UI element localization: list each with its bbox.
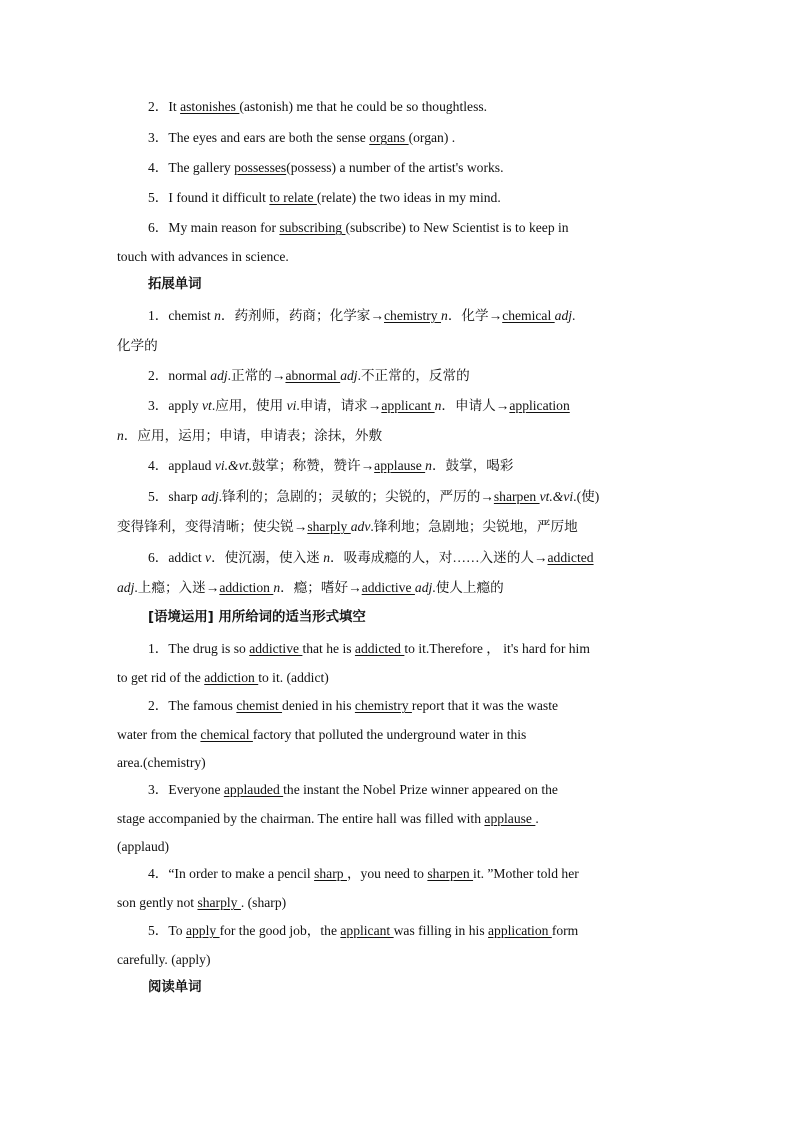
line-text: stage accompanied by the chairman. The entire hall was filled with bbox=[117, 811, 485, 826]
answer-blank: applauded bbox=[223, 782, 284, 797]
answer-blank: chemical bbox=[502, 308, 555, 323]
fill-item-2-line2 bbox=[117, 726, 677, 744]
answer-blank: subscribing bbox=[279, 220, 346, 235]
line-text: that he is bbox=[302, 641, 355, 656]
answer-blank: application bbox=[509, 398, 570, 413]
line-text: to get rid of the bbox=[117, 670, 205, 685]
exercise-item-3: 3．The eyes and ears are both the sense organs (organ) . bbox=[148, 130, 456, 145]
word-entry-applaud: 4．applaud vi.&vt.鼓掌；称赞，赞许→applause n．鼓掌，喝彩 bbox=[148, 458, 514, 473]
fill-item-5-line2 bbox=[117, 951, 677, 969]
answer-blank: addictive bbox=[361, 580, 415, 595]
line-text: area.(chemistry) bbox=[117, 755, 206, 770]
line-text: To bbox=[168, 923, 186, 938]
word-entry-apply: 3．apply vt.应用，使用 vi.申请，请求→applicant n．申请人→application bbox=[148, 398, 570, 413]
answer-blank: organs bbox=[369, 130, 409, 145]
line-text: (applaud) bbox=[117, 839, 170, 854]
fill-item-2-line3 bbox=[117, 754, 677, 772]
line-text: denied in his bbox=[282, 698, 355, 713]
fill-item-1-line1 bbox=[148, 640, 708, 658]
answer-blank: addicted bbox=[354, 641, 405, 656]
answer-blank: applause bbox=[484, 811, 536, 826]
line-text: the instant the Nobel Prize winner appeared on the bbox=[283, 782, 558, 797]
answer-blank: application bbox=[488, 923, 552, 938]
answer-blank: chemical bbox=[200, 727, 253, 742]
answer-blank: possesses bbox=[234, 160, 287, 175]
answer-blank: sharpen bbox=[427, 866, 474, 881]
answer-blank: astonishes bbox=[180, 99, 240, 114]
answer-blank: sharpen bbox=[493, 489, 540, 504]
answer-blank: abnormal bbox=[285, 368, 341, 383]
answer-blank: chemistry bbox=[384, 308, 442, 323]
line-text: The famous bbox=[168, 698, 237, 713]
line-text: it. ”Mother told her bbox=[473, 866, 579, 881]
answer-blank: apply bbox=[185, 923, 220, 938]
line-text: form bbox=[551, 923, 579, 938]
answer-blank: chemistry bbox=[354, 698, 412, 713]
item-number: 1． bbox=[148, 641, 169, 656]
exercise-item-4: 4．The gallery possesses(possess) a number of the artist's works. bbox=[148, 160, 504, 175]
answer-blank: to relate bbox=[269, 190, 317, 205]
line-text: The drug is so bbox=[168, 641, 250, 656]
word-entry-chemist-cont: 化学的 bbox=[117, 338, 158, 353]
line-text: water from the bbox=[117, 727, 201, 742]
item-number: 5． bbox=[148, 923, 169, 938]
word-entry-addict: 6．addict v．使沉溺，使入迷 n．吸毒成瘾的人，对……入迷的人→addicted bbox=[148, 550, 594, 565]
exercise-item-6-cont: touch with advances in science. bbox=[117, 249, 289, 264]
fill-item-4-line2 bbox=[117, 894, 677, 912]
section-heading-expand-words: 拓展单词 bbox=[148, 277, 202, 292]
line-text: report that it was the waste bbox=[411, 698, 559, 713]
item-number: 2． bbox=[148, 698, 169, 713]
line-text: ，you need to bbox=[346, 866, 428, 881]
word-entry-addict-cont: adj.上瘾；入迷→addiction n．瘾；嗜好→addictive adj.使人上瘾的 bbox=[117, 580, 504, 595]
word-entry-sharp: 5．sharp adj.锋利的；急剧的；灵敏的；尖锐的，严厉的→sharpen vt.&vi.(使) bbox=[148, 489, 600, 504]
line-text: for the good job，the bbox=[219, 923, 341, 938]
answer-blank: chemist bbox=[236, 698, 283, 713]
line-text: Everyone bbox=[168, 782, 224, 797]
answer-blank: applicant bbox=[340, 923, 394, 938]
section-heading-context-usage: [语境运用] 用所给词的适当形式填空 bbox=[148, 610, 366, 625]
exercise-item-6: 6．My main reason for subscribing (subscribe) to New Scientist is to keep in bbox=[148, 220, 569, 235]
answer-blank: addictive bbox=[249, 641, 303, 656]
line-text: factory that polluted the underground water in this bbox=[252, 727, 527, 742]
word-entry-normal: 2．normal adj.正常的→abnormal adj.不正常的，反常的 bbox=[148, 368, 470, 383]
answer-blank: applause bbox=[374, 458, 426, 473]
line-text: . bbox=[535, 811, 539, 826]
answer-blank: addiction bbox=[204, 670, 259, 685]
fill-item-2-line1 bbox=[148, 697, 708, 715]
item-number: 4． bbox=[148, 866, 169, 881]
word-entry-sharp-cont: 变得锋利，变得清晰；使尖锐→sharply adv.锋利地；急剧地；尖锐地，严厉地 bbox=[117, 519, 578, 534]
line-text: “In order to make a pencil bbox=[168, 866, 315, 881]
answer-blank: sharply bbox=[197, 895, 241, 910]
section-heading-reading-words: 阅读单词 bbox=[148, 980, 202, 995]
line-text: son gently not bbox=[117, 895, 198, 910]
fill-item-3-line1 bbox=[148, 781, 708, 799]
fill-item-5-line1 bbox=[148, 922, 708, 940]
exercise-item-2: 2．It astonishes (astonish) me that he could be so thoughtless. bbox=[148, 99, 488, 114]
line-text: . (sharp) bbox=[240, 895, 287, 910]
item-number: 3． bbox=[148, 782, 169, 797]
fill-item-1-line2 bbox=[117, 669, 677, 687]
line-text: carefully. (apply) bbox=[117, 952, 211, 967]
fill-item-3-line2 bbox=[117, 810, 677, 828]
line-text: was filling in his bbox=[393, 923, 489, 938]
fill-item-4-line1 bbox=[148, 865, 708, 883]
answer-blank: sharp bbox=[314, 866, 347, 881]
answer-blank: addiction bbox=[219, 580, 274, 595]
line-text: to it.Therefore ， it's hard for him bbox=[404, 641, 590, 656]
line-text: to it. (addict) bbox=[258, 670, 329, 685]
answer-blank: sharply bbox=[307, 519, 351, 534]
exercise-item-5: 5．I found it difficult to relate (relate) the two ideas in my mind. bbox=[148, 190, 501, 205]
answer-blank: applicant bbox=[381, 398, 435, 413]
answer-blank: addicted bbox=[547, 550, 594, 565]
word-entry-chemist: 1．chemist n．药剂师，药商；化学家→chemistry n．化学→chemical adj. bbox=[148, 308, 576, 323]
word-entry-apply-cont: n．应用，运用；申请，申请表；涂抹，外敷 bbox=[117, 428, 383, 443]
fill-item-3-line3 bbox=[117, 838, 677, 856]
